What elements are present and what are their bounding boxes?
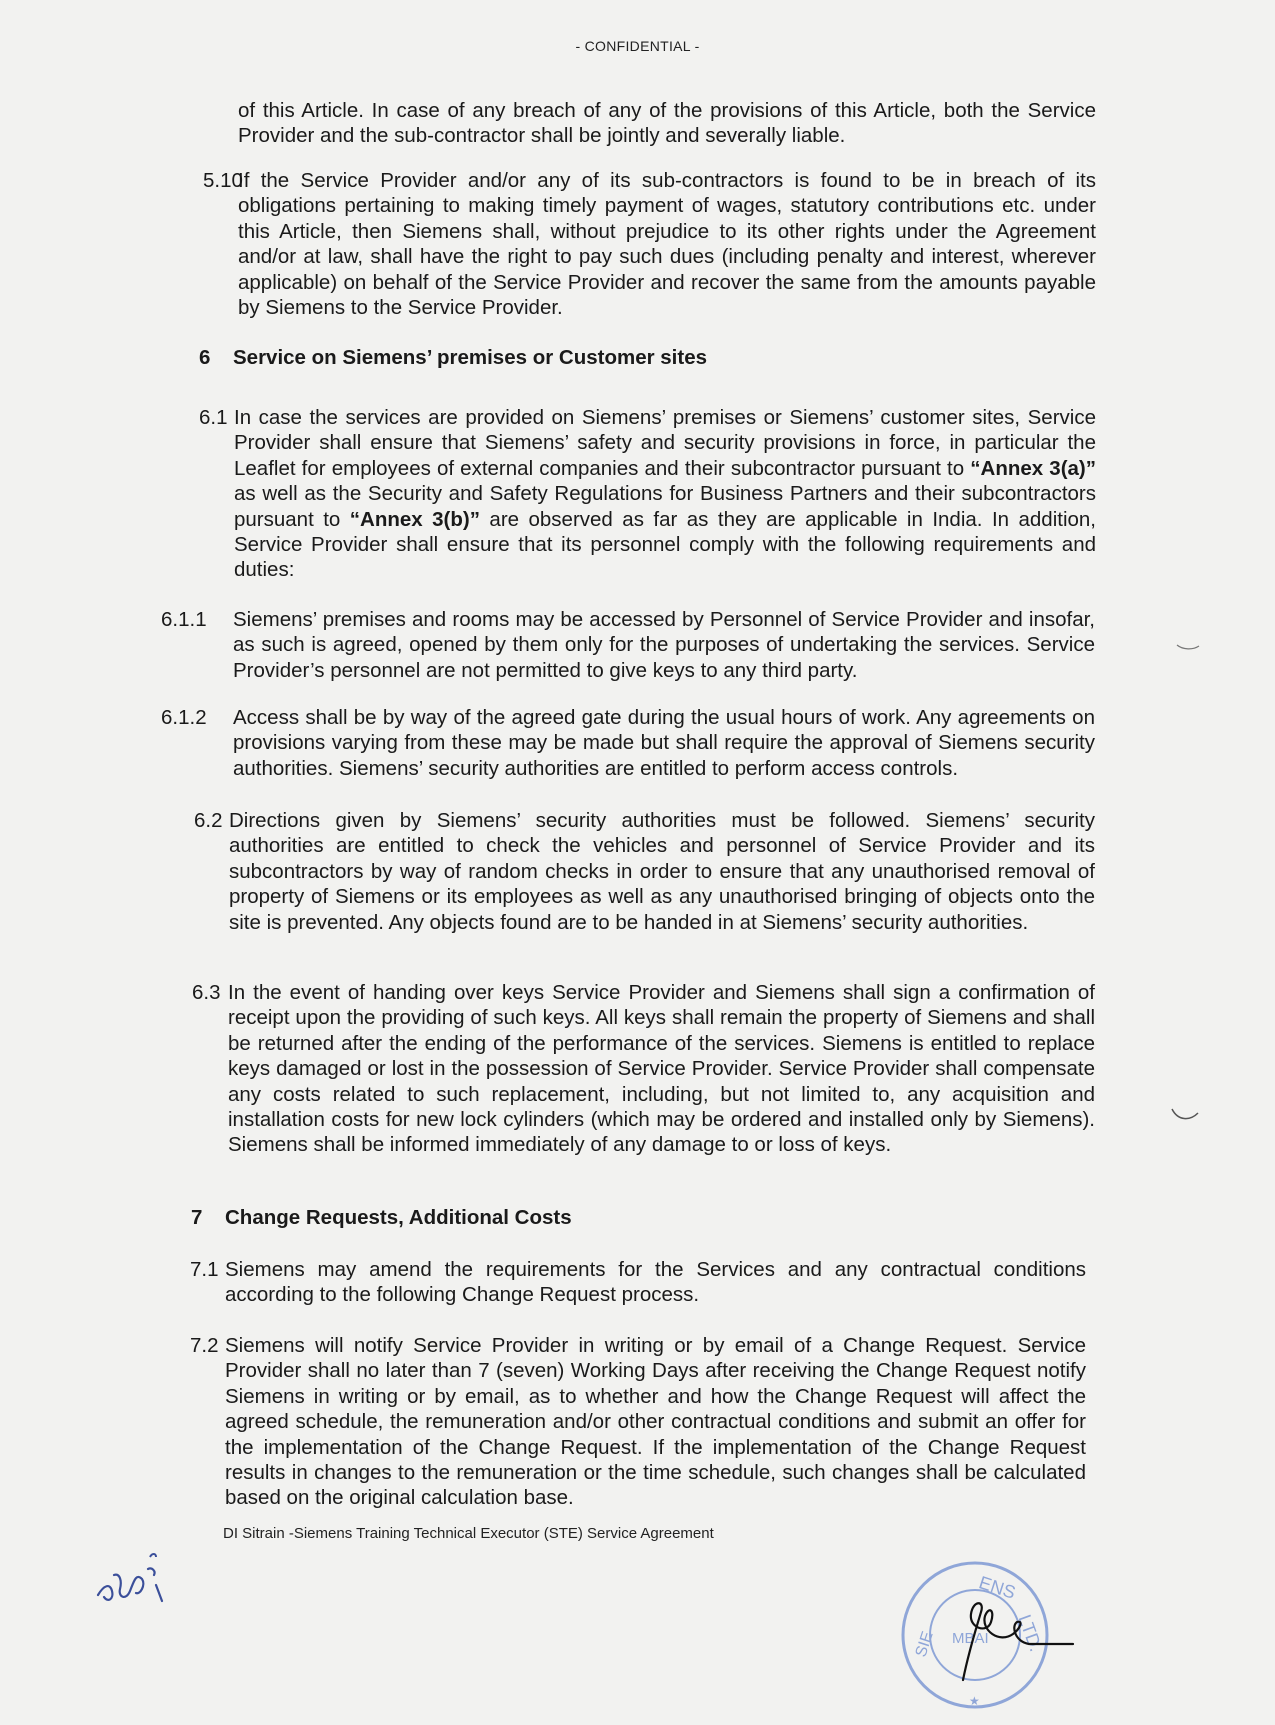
annex-3a-ref: “Annex 3(a)” <box>970 456 1096 480</box>
stamp-left-text: SIE <box>912 1629 937 1660</box>
confidential-header: - CONFIDENTIAL - <box>575 38 700 54</box>
section-6-number: 6 <box>199 346 211 369</box>
intro-paragraph: of this Article. In case of any breach of any of the provisions of this Article, both the Service Provider and the sub-contractor shall be jointly and severally liable. <box>238 99 1096 148</box>
clause-6-1-part-a: In case the services are provided on Siemens’ premises or Siemens’ customer sites, Service Provider shall ensure that Siemens’ safety and security provisions in force, in particular the Leaflet for employees of external companies and their subcontractor pursuant to <box>234 406 1096 480</box>
authorized-signature <box>925 1590 1075 1690</box>
clause-7-2-text: Siemens will notify Service Provider in writing or by email of a Change Request. Service Provider shall no later than 7 (seven) Working Days after receiving the Change Request notify Siemens in writing or by email, as to whether and how the Change Request will affect the agreed schedule, the remuneration and/or other contractual conditions and submit an offer for the implementation of the Change Request. If the implementation of the Change Request results in changes to the remuneration or the time schedule, such changes shall be calculated based on the original calculation base. <box>225 1334 1086 1510</box>
stamp-center-text: MBAI <box>952 1630 989 1647</box>
stamp-right-text: LTD. <box>1014 1612 1047 1655</box>
clause-number-6-1: 6.1 <box>199 406 228 429</box>
section-7-heading <box>191 1205 572 1231</box>
clause-number-5-10: 5.10 <box>203 169 243 192</box>
clause-6-2-text: Directions given by Siemens’ security authorities must be followed. Siemens’ security authorities are entitled to check the vehicles and personnel of Service Provider and its subcontractors by way of random checks in order to ensure that any unauthorised removal of property of Siemens or its employees as well as any unauthorised bringing of objects onto the site is prevented. Any objects found are to be handed in at Siemens’ security authorities. <box>229 809 1095 934</box>
handwritten-initials-signature <box>90 1545 190 1615</box>
clause-6-1-part-c: are observed as far as they are applicable in India. In addition, Service Provider shall ensure that its personnel comply with the following requirements and duties: <box>234 507 1096 582</box>
clause-6-1-2-text: Access shall be by way of the agreed gate during the usual hours of work. Any agreements on provisions varying from these may be made but shall require the approval of Siemens security authorities. Siemens’ security authorities are entitled to perform access controls. <box>233 706 1095 780</box>
section-6-heading <box>199 345 707 371</box>
clause-6-1-text <box>234 405 1096 583</box>
document-footer: DI Sitrain -Siemens Training Technical Executor (STE) Service Agreement <box>223 1525 714 1542</box>
section-7-title: Change Requests, Additional Costs <box>225 1206 572 1229</box>
clause-number-7-1: 7.1 <box>190 1258 219 1281</box>
stamp-top-text: ENS <box>976 1572 1018 1603</box>
clause-number-7-2: 7.2 <box>190 1334 219 1357</box>
punch-hole-mark-upper <box>1175 642 1201 652</box>
clause-number-6-1-2: 6.1.2 <box>161 706 207 729</box>
clause-6-1-part-b: as well as the Security and Safety Regulations for Business Partners and their subcontractors pursuant to <box>234 482 1096 531</box>
svg-text:★: ★ <box>969 1694 980 1708</box>
clause-6-1-1-text: Siemens’ premises and rooms may be accessed by Personnel of Service Provider and insofar, as such is agreed, opened by them only for the purposes of undertaking the services. Service Provider’s personnel are not permitted to give keys to any third party. <box>233 608 1095 682</box>
section-7-number: 7 <box>191 1206 203 1229</box>
clause-number-6-3: 6.3 <box>192 981 221 1004</box>
clause-number-6-2: 6.2 <box>194 809 223 832</box>
section-6-title: Service on Siemens’ premises or Customer sites <box>233 346 707 369</box>
clause-7-1-text: Siemens may amend the requirements for the Services and any contractual conditions according to the following Change Request process. <box>225 1258 1086 1307</box>
punch-hole-mark <box>1170 1105 1200 1125</box>
clause-6-3-text: In the event of handing over keys Service Provider and Siemens shall sign a confirmation of receipt upon the providing of such keys. All keys shall remain the property of Siemens and shall be returned after the ending of the performance of the services. Siemens is entitled to replace keys damaged or lost in the possession of Service Provider. Service Provider shall compensate any costs related to such replacement, including, but not limited to, any acquisition and installation costs for new lock cylinders (which may be ordered and installed only by Siemens). Siemens shall be informed immediately of any damage to or loss of keys. <box>228 981 1095 1157</box>
annex-3b-ref: “Annex 3(b)” <box>349 507 480 531</box>
clause-5-10-text: If the Service Provider and/or any of its sub-contractors is found to be in breach of its obligations pertaining to making timely payment of wages, statutory contributions etc. under this Article, then Siemens shall, without prejudice to its other rights under the Agreement and/or at law, shall have the right to pay such dues (including penalty and interest, wherever applicable) on behalf of the Service Provider and recover the same from the amounts payable by Siemens to the Service Provider. <box>238 169 1096 320</box>
clause-number-6-1-1: 6.1.1 <box>161 608 207 631</box>
